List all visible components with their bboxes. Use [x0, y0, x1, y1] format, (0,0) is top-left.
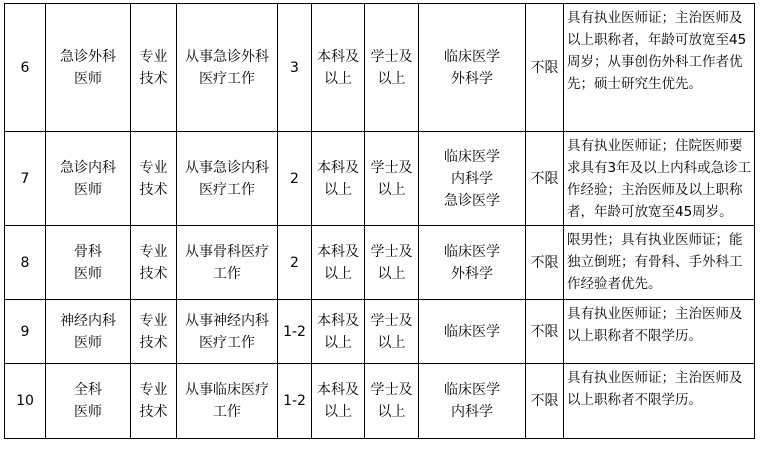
title-line: 急诊外科 — [60, 48, 116, 65]
cell-no: 10 — [5, 364, 46, 439]
cell-no: 8 — [5, 226, 46, 300]
cell-title — [46, 132, 131, 226]
duty-line: 医疗工作 — [199, 70, 255, 87]
category-line: 专业 — [139, 312, 168, 329]
cell-major — [419, 226, 526, 300]
cell-degree — [365, 226, 419, 300]
cell-requirement: 限男性；具有执业医师证；能独立倒班；有骨科、手外科工作经验者优先。 — [564, 226, 755, 300]
duty-line: 从事急诊内科 — [185, 159, 269, 176]
cell-duty — [177, 4, 278, 132]
title-line: 医师 — [74, 404, 102, 420]
category-line: 专业 — [139, 243, 168, 260]
cell-count: 1-2 — [278, 364, 312, 439]
major-line: 临床医学 — [444, 323, 500, 340]
cell-count: 3 — [278, 4, 312, 132]
cell-degree — [365, 364, 419, 439]
major-line: 临床医学 — [444, 243, 500, 260]
title-line: 神经内科 — [60, 312, 116, 329]
education-line: 以上 — [324, 181, 352, 198]
cell-requirement: 具有执业医师证；住院医师要求具有3年及以上内科或急诊工作经验；主治医师及以上职称者，年龄可放宽至45周岁。 — [564, 132, 755, 226]
cell-requirement: 具有执业医师证；主治医师及以上职称者，年龄可放宽至45周岁；从事创伤外科工作者优先；硕士研究生优先。 — [564, 4, 755, 132]
cell-duty — [177, 226, 278, 300]
cell-title — [46, 300, 131, 364]
cell-education — [312, 364, 365, 439]
degree-line: 以上 — [377, 70, 406, 87]
major-line: 外科学 — [451, 70, 493, 87]
cell-education — [312, 226, 365, 300]
category-line: 技术 — [139, 181, 168, 198]
education-line: 以上 — [324, 404, 352, 420]
degree-line: 学士及 — [370, 382, 413, 398]
education-line: 本科及 — [317, 382, 359, 398]
major-line: 临床医学 — [444, 48, 500, 65]
cell-education — [312, 4, 365, 132]
category-line: 技术 — [139, 404, 168, 420]
duty-line: 从事神经内科 — [185, 312, 269, 329]
cell-count: 2 — [278, 226, 312, 300]
duty-line: 从事急诊外科 — [185, 48, 269, 65]
table-row — [5, 226, 755, 300]
title-line: 医师 — [74, 181, 102, 198]
category-line: 专业 — [139, 48, 168, 65]
education-line: 本科及 — [317, 159, 359, 176]
education-line: 以上 — [324, 70, 352, 87]
table-row — [5, 300, 755, 364]
category-line: 技术 — [139, 265, 168, 282]
cell-category — [131, 4, 177, 132]
cell-category — [131, 226, 177, 300]
cell-education — [312, 300, 365, 364]
recruitment-table — [4, 3, 755, 439]
title-line: 急诊内科 — [60, 159, 116, 176]
title-line: 骨科 — [74, 243, 102, 260]
major-line: 外科学 — [451, 265, 493, 282]
major-line: 临床医学 — [444, 148, 500, 165]
cell-no: 7 — [5, 132, 46, 226]
degree-line: 学士及 — [370, 48, 413, 65]
education-line: 本科及 — [317, 243, 359, 260]
duty-line: 从事临床医疗 — [185, 382, 269, 398]
cell-count: 2 — [278, 132, 312, 226]
cell-no: 6 — [5, 4, 46, 132]
title-line: 医师 — [74, 265, 102, 282]
cell-restriction: 不限 — [526, 132, 564, 226]
cell-title — [46, 226, 131, 300]
cell-duty — [177, 300, 278, 364]
degree-line: 以上 — [377, 334, 406, 351]
cell-duty — [177, 132, 278, 226]
education-line: 以上 — [324, 334, 352, 351]
major-line: 内科学 — [451, 404, 493, 420]
duty-line: 医疗工作 — [199, 334, 255, 351]
education-line: 以上 — [324, 265, 352, 282]
cell-degree — [365, 132, 419, 226]
major-line: 临床医学 — [444, 382, 500, 398]
cell-restriction: 不限 — [526, 226, 564, 300]
cell-no: 9 — [5, 300, 46, 364]
cell-title — [46, 4, 131, 132]
table-row — [5, 364, 755, 439]
major-line: 急诊医学 — [444, 192, 500, 209]
education-line: 本科及 — [317, 48, 359, 65]
category-line: 技术 — [139, 70, 168, 87]
cell-restriction: 不限 — [526, 364, 564, 439]
duty-line: 从事骨科医疗 — [185, 243, 269, 260]
degree-line: 学士及 — [370, 312, 413, 329]
major-line: 内科学 — [451, 170, 493, 187]
cell-major — [419, 364, 526, 439]
title-line: 医师 — [74, 334, 102, 351]
duty-line: 工作 — [213, 265, 241, 282]
cell-major — [419, 132, 526, 226]
degree-line: 学士及 — [370, 159, 413, 176]
table-row — [5, 4, 755, 132]
duty-line: 工作 — [213, 404, 241, 420]
category-line: 专业 — [139, 382, 168, 398]
cell-degree — [365, 4, 419, 132]
degree-line: 以上 — [377, 265, 406, 282]
degree-line: 以上 — [377, 404, 406, 420]
cell-major — [419, 4, 526, 132]
cell-title — [46, 364, 131, 439]
cell-restriction: 不限 — [526, 300, 564, 364]
degree-line: 以上 — [377, 181, 406, 198]
cell-count: 1-2 — [278, 300, 312, 364]
cell-requirement: 具有执业医师证；主治医师及以上职称者不限学历。 — [564, 300, 755, 364]
cell-education — [312, 132, 365, 226]
duty-line: 医疗工作 — [199, 181, 255, 198]
cell-duty — [177, 364, 278, 439]
cell-degree — [365, 300, 419, 364]
degree-line: 学士及 — [370, 243, 413, 260]
cell-restriction: 不限 — [526, 4, 564, 132]
table-row — [5, 132, 755, 226]
cell-major — [419, 300, 526, 364]
cell-category — [131, 364, 177, 439]
category-line: 技术 — [139, 334, 168, 351]
table-body — [5, 4, 755, 439]
cell-requirement: 具有执业医师证；主治医师及以上职称者不限学历。 — [564, 364, 755, 439]
category-line: 专业 — [139, 159, 168, 176]
cell-category — [131, 300, 177, 364]
title-line: 医师 — [74, 70, 102, 87]
cell-category — [131, 132, 177, 226]
education-line: 本科及 — [317, 312, 359, 329]
title-line: 全科 — [74, 382, 102, 398]
